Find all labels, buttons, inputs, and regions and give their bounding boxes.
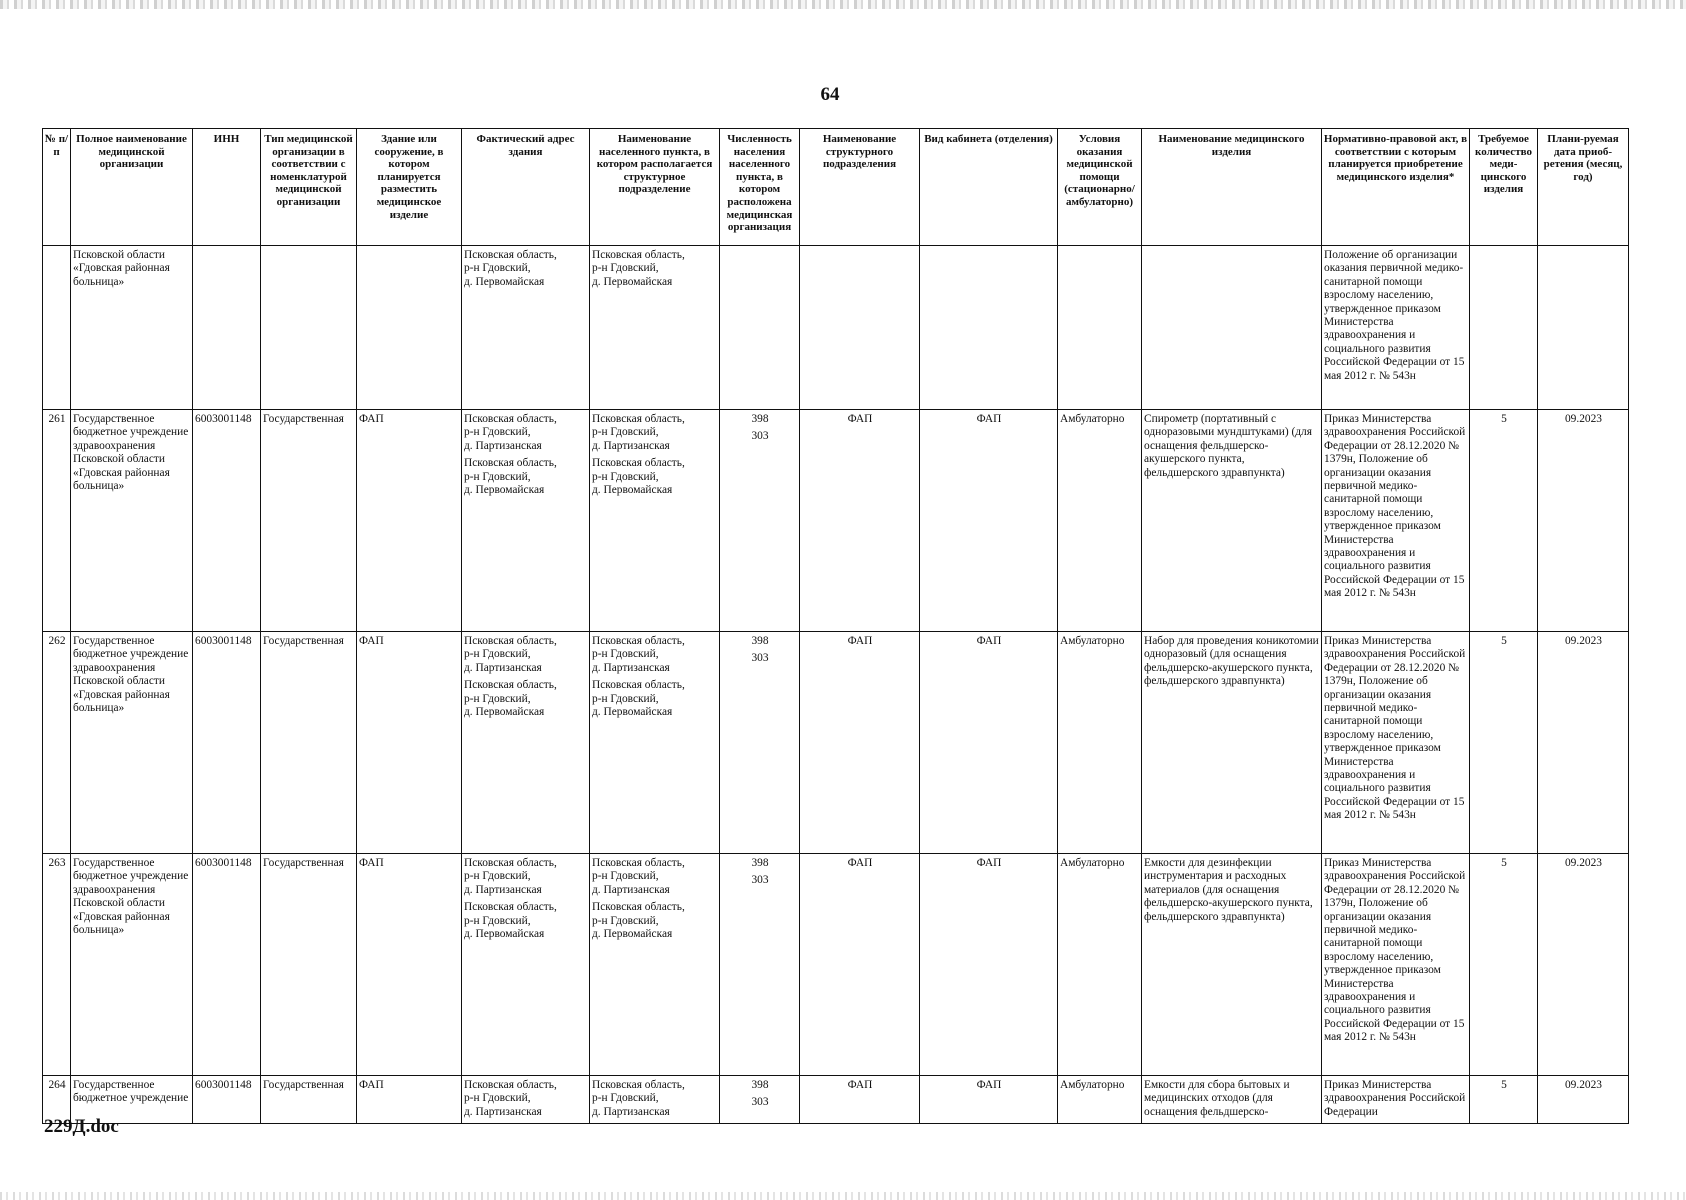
cell-building: ФАП — [357, 410, 462, 632]
cell-cabinet: ФАП — [920, 854, 1058, 1076]
cell-address — [462, 854, 590, 1076]
address-line: р-н Гдовский, — [464, 262, 531, 275]
column-header: № п/п — [43, 129, 71, 246]
column-header: Вид кабинета (отделения) — [920, 129, 1058, 246]
cell-locality — [590, 410, 720, 632]
cell-population — [720, 1076, 800, 1124]
table-row — [43, 632, 1629, 854]
cell-device — [1142, 246, 1322, 410]
address-line: Псковская область, — [464, 635, 557, 647]
cell-building: ФАП — [357, 632, 462, 854]
table-row — [43, 1076, 1629, 1124]
page-number: 64 — [820, 84, 840, 105]
cell-qty — [1470, 246, 1538, 410]
cell-act: Положение об организации оказания первичной медико-санитарной помощи взрослому населению, утвержденное приказом Министерства здравоохранения и социального развития Российской Федерации от 15 мая 2012 г. № 543н — [1322, 246, 1470, 410]
column-header: Здание или сооружение, в котором планируется разместить медицинское изделие — [357, 129, 462, 246]
cell-unit: ФАП — [800, 632, 920, 854]
cell-type: Государственная — [261, 632, 357, 854]
address-line: д. Первомайская — [464, 928, 545, 941]
address-block — [464, 457, 588, 497]
address-block — [464, 857, 588, 897]
scan-edge-bottom — [0, 1192, 1686, 1200]
footer-filename: 229Д.doc — [44, 1116, 119, 1137]
cell-type: Государственная — [261, 410, 357, 632]
address-line: р-н Гдовский, — [464, 470, 531, 483]
cell-act: Приказ Министерства здравоохранения Российской Федерации от 28.12.2020 № 1379н, Положение об организации оказания первичной медико-санитарной помощи взрослому населению, утвержденное приказом Министерства здравоохранения и социального развития Российской Федерации от 15 мая 2012 г. № 543н — [1322, 854, 1470, 1076]
cell-qty: 5 — [1470, 410, 1538, 632]
locality-line: Псковская область, — [592, 679, 685, 692]
table-row-continuation — [43, 246, 1629, 410]
address-line: Псковская область, — [464, 413, 557, 425]
column-header: Фактический адрес здания — [462, 129, 590, 246]
address-line: Псковская область, — [464, 679, 557, 692]
address-block — [464, 679, 588, 719]
cell-act: Приказ Министерства здравоохранения Российской Федерации от 28.12.2020 № 1379н, Положение об организации оказания первичной медико-санитарной помощи взрослому населению, утвержденное приказом Министерства здравоохранения и социального развития Российской Федерации от 15 мая 2012 г. № 543н — [1322, 410, 1470, 632]
cell-population — [720, 854, 800, 1076]
address-line: Псковская область, — [464, 249, 557, 261]
cell-locality — [590, 854, 720, 1076]
cell-num: 261 — [43, 410, 71, 632]
locality-line: Псковская область, — [592, 635, 685, 647]
cell-inn: 6003001148 — [193, 854, 261, 1076]
locality-line: Псковская область, — [592, 857, 685, 869]
cell-address — [462, 246, 590, 410]
cell-device: Емкости для сбора бытовых и медицинских отходов (для оснащения фельдшерско- — [1142, 1076, 1322, 1124]
cell-conditions: Амбулаторно — [1058, 632, 1142, 854]
address-line: р-н Гдовский, — [464, 870, 531, 883]
cell-date: 09.2023 — [1538, 410, 1629, 632]
cell-qty: 5 — [1470, 632, 1538, 854]
locality-line: Псковская область, — [592, 1079, 685, 1091]
column-header: Плани-руемая дата приоб-ретения (месяц, год) — [1538, 129, 1629, 246]
column-header: ИНН — [193, 129, 261, 246]
cell-device: Набор для проведения коникотомии одноразовый (для оснащения фельдшерско-акушерского пункта, фельдшерского здравпункта) — [1142, 632, 1322, 854]
address-block — [464, 901, 588, 941]
cell-org: Государственное бюджетное учреждение — [71, 1076, 193, 1124]
cell-population — [720, 632, 800, 854]
locality-line: р-н Гдовский, — [592, 1092, 659, 1105]
cell-type: Государственная — [261, 1076, 357, 1124]
locality-line: р-н Гдовский, — [592, 692, 659, 705]
column-header: Требуемое количество меди-цинского изделия — [1470, 129, 1538, 246]
cell-conditions: Амбулаторно — [1058, 410, 1142, 632]
address-line: Псковская область, — [464, 857, 557, 869]
cell-type: Государственная — [261, 854, 357, 1076]
cell-building: ФАП — [357, 1076, 462, 1124]
address-line: д. Партизанская — [464, 883, 542, 896]
locality-line: д. Первомайская — [592, 275, 673, 288]
cell-address — [462, 1076, 590, 1124]
cell-date: 09.2023 — [1538, 854, 1629, 1076]
equipment-table — [42, 128, 1629, 1124]
address-line: р-н Гдовский, — [464, 692, 531, 705]
cell-unit: ФАП — [800, 1076, 920, 1124]
address-line: Псковская область, — [464, 457, 557, 470]
cell-qty: 5 — [1470, 854, 1538, 1076]
locality-line: р-н Гдовский, — [592, 914, 659, 927]
cell-org: Псковской области «Гдовская районная больница» — [71, 246, 193, 410]
cell-unit — [800, 246, 920, 410]
locality-block — [592, 413, 718, 453]
cell-unit: ФАП — [800, 410, 920, 632]
address-line: р-н Гдовский, — [464, 1092, 531, 1105]
cell-locality — [590, 246, 720, 410]
address-line: д. Первомайская — [464, 275, 545, 288]
locality-line: Псковская область, — [592, 249, 685, 261]
scan-edge-top — [0, 0, 1686, 9]
address-line: д. Первомайская — [464, 706, 545, 719]
cell-building — [357, 246, 462, 410]
cell-act: Приказ Министерства здравоохранения Российской Федерации — [1322, 1076, 1470, 1124]
cell-inn — [193, 246, 261, 410]
cell-cabinet: ФАП — [920, 1076, 1058, 1124]
population-value: 398 — [751, 1079, 769, 1091]
cell-num: 264 — [43, 1076, 71, 1124]
population-value: 303 — [751, 1096, 769, 1109]
cell-building: ФАП — [357, 854, 462, 1076]
locality-line: Псковская область, — [592, 413, 685, 425]
population-value: 398 — [751, 413, 769, 425]
locality-block — [592, 679, 718, 719]
locality-line: р-н Гдовский, — [592, 870, 659, 883]
address-line: д. Партизанская — [464, 1105, 542, 1118]
cell-cabinet — [920, 246, 1058, 410]
population-value: 398 — [751, 857, 769, 869]
cell-org: Государственное бюджетное учреждение здравоохранения Псковской области «Гдовская районная больница» — [71, 632, 193, 854]
cell-num: 262 — [43, 632, 71, 854]
address-line: д. Партизанская — [464, 439, 542, 452]
locality-line: р-н Гдовский, — [592, 470, 659, 483]
column-header: Численность населения населенного пункта, в котором расположена медицинская организация — [720, 129, 800, 246]
column-header: Условия оказания медицинской помощи (стационарно/ амбулаторно) — [1058, 129, 1142, 246]
column-header: Наименование медицинского изделия — [1142, 129, 1322, 246]
cell-conditions: Амбулаторно — [1058, 1076, 1142, 1124]
locality-block — [592, 1079, 718, 1119]
cell-num — [43, 246, 71, 410]
address-line: Псковская область, — [464, 1079, 557, 1091]
cell-inn: 6003001148 — [193, 1076, 261, 1124]
cell-population — [720, 246, 800, 410]
column-header: Полное наименование медицинской организации — [71, 129, 193, 246]
cell-org: Государственное бюджетное учреждение здравоохранения Псковской области «Гдовская районная больница» — [71, 410, 193, 632]
address-line: р-н Гдовский, — [464, 648, 531, 661]
cell-cabinet: ФАП — [920, 410, 1058, 632]
column-header: Тип медицинской организации в соответствии с номенклатурой медицинской организации — [261, 129, 357, 246]
column-header: Нормативно-правовой акт, в соответствии с которым планируется приобретение медицинского изделия* — [1322, 129, 1470, 246]
cell-conditions: Амбулаторно — [1058, 854, 1142, 1076]
cell-date: 09.2023 — [1538, 1076, 1629, 1124]
address-line: д. Первомайская — [464, 484, 545, 497]
address-line: р-н Гдовский, — [464, 914, 531, 927]
cell-locality — [590, 1076, 720, 1124]
table-row — [43, 410, 1629, 632]
locality-line: д. Первомайская — [592, 484, 673, 497]
locality-line: д. Партизанская — [592, 439, 670, 452]
address-block — [464, 1079, 588, 1119]
locality-block — [592, 457, 718, 497]
population-value: 398 — [751, 635, 769, 647]
address-block — [464, 413, 588, 453]
table-body — [43, 246, 1629, 1124]
column-header: Наименование населенного пункта, в котором располагается структурное подразделение — [590, 129, 720, 246]
address-block — [464, 635, 588, 675]
locality-line: д. Первомайская — [592, 928, 673, 941]
cell-cabinet: ФАП — [920, 632, 1058, 854]
locality-line: р-н Гдовский, — [592, 648, 659, 661]
cell-type — [261, 246, 357, 410]
table-row — [43, 854, 1629, 1076]
cell-population — [720, 410, 800, 632]
cell-address — [462, 632, 590, 854]
cell-qty: 5 — [1470, 1076, 1538, 1124]
locality-line: д. Партизанская — [592, 883, 670, 896]
population-value: 303 — [751, 874, 769, 887]
locality-block — [592, 635, 718, 675]
population-value: 303 — [751, 652, 769, 665]
table-header-row — [43, 129, 1629, 246]
locality-line: р-н Гдовский, — [592, 426, 659, 439]
cell-act: Приказ Министерства здравоохранения Российской Федерации от 28.12.2020 № 1379н, Положение об организации оказания первичной медико-санитарной помощи взрослому населению, утвержденное приказом Министерства здравоохранения и социального развития Российской Федерации от 15 мая 2012 г. № 543н — [1322, 632, 1470, 854]
cell-inn: 6003001148 — [193, 632, 261, 854]
cell-date: 09.2023 — [1538, 632, 1629, 854]
locality-block — [592, 857, 718, 897]
cell-device: Спирометр (портативный с одноразовыми мундштуками) (для оснащения фельдшерско-акушерского пункта, фельдшерского здравпункта) — [1142, 410, 1322, 632]
address-line: р-н Гдовский, — [464, 426, 531, 439]
address-line: д. Партизанская — [464, 661, 542, 674]
locality-line: Псковская область, — [592, 457, 685, 470]
cell-org: Государственное бюджетное учреждение здравоохранения Псковской области «Гдовская районная больница» — [71, 854, 193, 1076]
cell-date — [1538, 246, 1629, 410]
locality-line: р-н Гдовский, — [592, 262, 659, 275]
locality-line: д. Партизанская — [592, 661, 670, 674]
cell-device: Емкости для дезинфекции инструментария и расходных материалов (для оснащения фельдшерско-акушерского пункта, фельдшерского здравпункта) — [1142, 854, 1322, 1076]
address-line: Псковская область, — [464, 901, 557, 914]
cell-conditions — [1058, 246, 1142, 410]
locality-line: д. Партизанская — [592, 1105, 670, 1118]
locality-line: д. Первомайская — [592, 706, 673, 719]
cell-unit: ФАП — [800, 854, 920, 1076]
cell-inn: 6003001148 — [193, 410, 261, 632]
cell-locality — [590, 632, 720, 854]
locality-line: Псковская область, — [592, 901, 685, 914]
cell-num: 263 — [43, 854, 71, 1076]
locality-block — [592, 901, 718, 941]
cell-address — [462, 410, 590, 632]
column-header: Наименование структурного подразделения — [800, 129, 920, 246]
population-value: 303 — [751, 430, 769, 443]
